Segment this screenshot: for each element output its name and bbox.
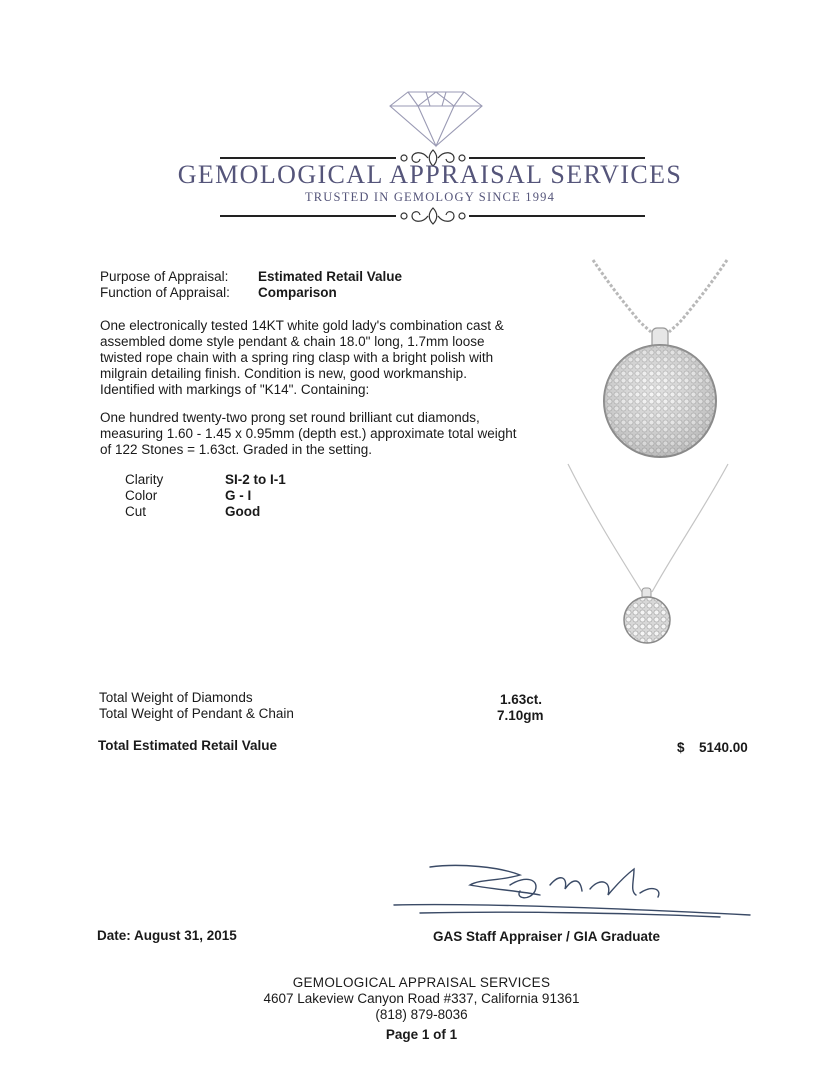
grading-label-clarity: Clarity [125,472,164,487]
appraiser-title: GAS Staff Appraiser / GIA Graduate [433,929,661,944]
appraisal-date: Date: August 31, 2015 [97,928,237,943]
total-pendant-value: 7.10gm [497,708,544,723]
item-description: One electronically tested 14KT white gold lady's combination cast & assembled dome style pendant & chain 18.0" long, 1.7mm loose twisted rope chain with a spring ring clasp with a bright polish with milgrain detailing finish. Condition is new, good workmanship. Identified with markings of "K14". Containing: [100,318,504,397]
total-pendant-label: Total Weight of Pendant & Chain [99,706,294,721]
brand-tagline: TRUSTED IN GEMOLOGY SINCE 1994 [304,190,556,204]
footer-address: 4607 Lakeview Canyon Road #337, California 91361 [263,991,580,1006]
brand-title: GEMOLOGICAL APPRAISAL SERVICES [177,160,683,189]
scroll-ornament-icon [398,205,468,227]
pendant-on-chain-photo [562,462,734,647]
diamond-logo-icon [386,88,486,148]
purpose-value: Estimated Retail Value [258,269,403,284]
total-diamonds-value: 1.63ct. [500,692,543,707]
appraiser-signature [390,855,755,925]
footer-phone: (818) 879-8036 [375,1007,468,1022]
grading-value-cut: Good [225,504,261,519]
purpose-label: Purpose of Appraisal: [100,269,229,284]
retail-currency: $ [677,740,685,755]
function-label: Function of Appraisal: [100,285,230,300]
retail-value-amount: 5140.00 [699,740,748,755]
retail-value-label: Total Estimated Retail Value [98,738,278,753]
total-diamonds-label: Total Weight of Diamonds [99,690,253,705]
grading-value-clarity: SI-2 to I-1 [225,472,286,487]
grading-label-cut: Cut [125,504,147,519]
stones-description: One hundred twenty-two prong set round brilliant cut diamonds, measuring 1.60 - 1.45 x 0.95mm (depth est.) approximate total weight of 122 Stones = 1.63ct. Graded in the setting. [100,410,517,457]
bottom-ornament-divider [220,205,645,227]
pave-dome-pendant-photo [585,258,735,468]
page-number: Page 1 of 1 [385,1027,458,1042]
grading-label-color: Color [125,488,158,503]
function-value: Comparison [258,285,337,300]
grading-value-color: G - I [225,488,252,503]
footer-company: GEMOLOGICAL APPRAISAL SERVICES [292,975,551,990]
